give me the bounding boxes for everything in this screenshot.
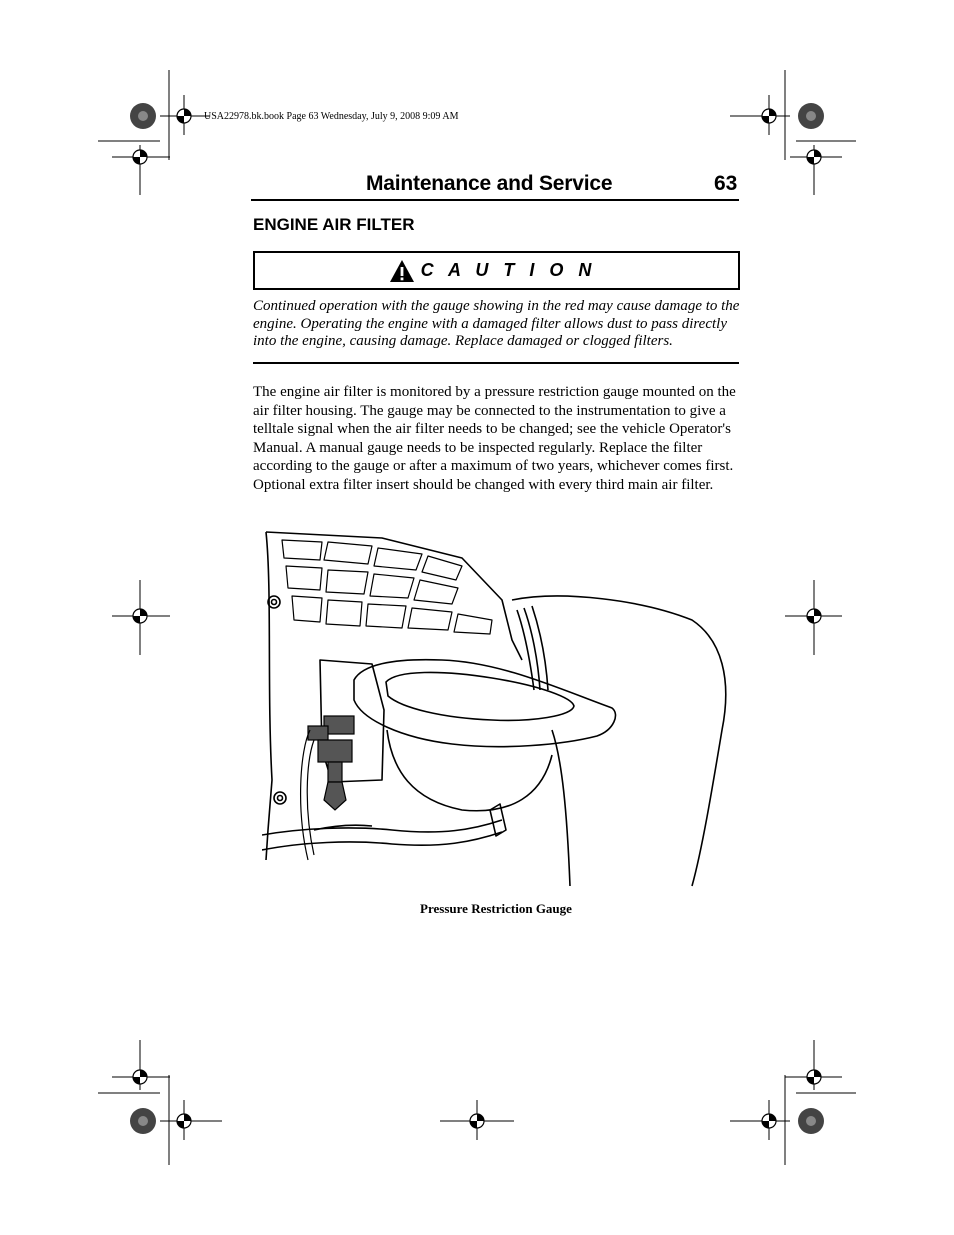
subheading: ENGINE AIR FILTER [253, 215, 415, 234]
page-number: 63 [714, 172, 738, 195]
pressure-restriction-gauge [301, 716, 354, 860]
caution-rule [253, 362, 739, 364]
header-rule [251, 199, 739, 201]
air-filter-illustration [262, 530, 732, 888]
caution-text: Continued operation with the gauge showing in the red may cause damage to the engine. Operating the engine with a damaged filter allows dust to pass directly into the engine, causing damage. Replace damaged or clogged filters. [253, 298, 740, 349]
caution-box [253, 251, 740, 290]
caution-label: C A U T I O N [420, 260, 597, 280]
section-title: Maintenance and Service [366, 172, 613, 195]
warning-triangle-icon [389, 259, 415, 283]
figure-caption: Pressure Restriction Gauge [420, 901, 572, 916]
body-paragraph: The engine air filter is monitored by a pressure restriction gauge mounted on the air filter housing. The gauge may be connected to the instrumentation to give a telltale signal when the air filter needs to be changed; see the vehicle Operator's Manual. A manual gauge needs to be inspected regularly. Replace the filter according to the gauge or after a maximum of two years, whichever comes first. Optional extra filter insert should be changed with every third main air filter. [253, 384, 736, 493]
file-slug: USA22978.bk.book Page 63 Wednesday, July 9, 2008 9:09 AM [204, 111, 459, 122]
